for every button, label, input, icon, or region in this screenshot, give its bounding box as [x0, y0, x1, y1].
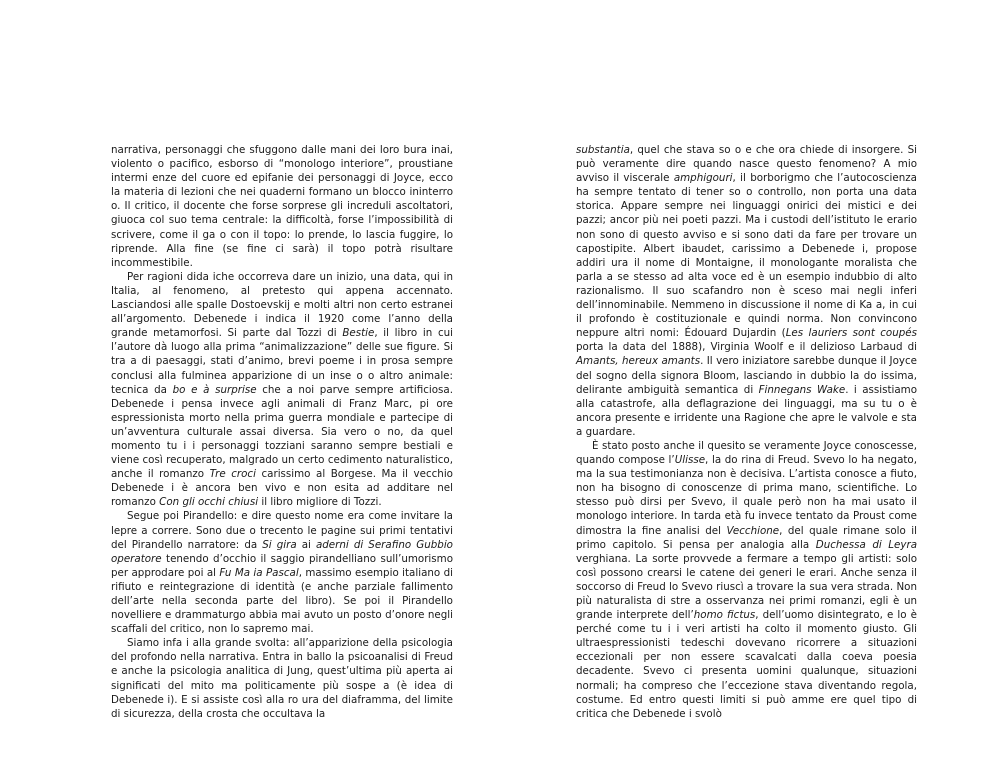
right-text-column — [576, 143, 917, 721]
text-run: , del quale rimane solo il primo capitolo. Si pensa per analogia alla — [576, 524, 917, 551]
text-run: , la do rina di Freud. Svevo lo ha negato, ma la sua testimonianza non è decisiva. L’artista conosce a fiuto, non ha bisogno di conoscenze di prima mano, scientifiche. Lo stesso può dirsi per Svevo, il quale però non ha mai usato il monologo interiore. In tarda età fu invece tentato da Proust come dimostra la fine analisi del — [576, 454, 917, 537]
text-run: , il libro in cui l’autore dà luogo alla prima “animalizzazione” delle sue figure. Si tra a di paesaggi, stati d’animo, brevi poeme i in prosa sempre conclusi alla fulminea apparizione di un inse o o altro animale: tecnica da — [111, 327, 453, 396]
text-run: tenendo d’occhio il saggio pirandelliano sull’umorismo per approdare poi al — [111, 552, 453, 579]
italic-text: Vecchione — [726, 524, 780, 537]
text-run: il libro migliore di Tozzi. — [258, 496, 382, 509]
text-run: , massimo esempio italiano di rifiuto e reintegrazione di identità (e anche parziale fallimento dell’arte nella seconda parte del libro). Se poi il Pirandello novelliere e drammaturgo abbia mai avuto un posto d’onore negli scaffali del critico, non lo sapremo mai. — [111, 566, 453, 636]
text-run: che a noi parve sempre artificiosa. Debenede i pensa invece agli animali di Franz Marc, pi ore espressionista morto nella prima guerra mondiale e partecipe di un’avventura culturale assai diversa. Sia vero o no, da quel momento tu i i personaggi tozziani saranno sempre bestiali e viene così recuperato, malgrado un certo cedimento naturalistico, anche il romanzo — [111, 383, 453, 481]
left-text-column — [111, 143, 453, 721]
italic-text: Con gli occhi chiusi — [159, 496, 259, 509]
text-run: , quel che stava so o e che ora chiede di insorgere. Si può veramente dire quando nasce questo fenomeno? A mio avviso il viscerale — [576, 144, 917, 185]
paragraph — [576, 439, 917, 721]
italic-text: Ulisse — [674, 454, 706, 467]
italic-text: Fu Ma ia Pascal — [219, 566, 299, 579]
paragraph — [111, 270, 453, 510]
italic-text: Duchessa di Leyra — [815, 538, 918, 551]
text-run: . i assistiamo alla catastrofe, alla deflagrazione dei linguaggi, ma su tu o è ancora presente e irridente una Ragione che apre le valvole e sta a guardare. — [576, 383, 918, 438]
italic-text: Les lauriers sont coupés — [785, 327, 917, 340]
text-run: ai — [296, 538, 316, 551]
italic-text: Bestie — [342, 327, 375, 340]
text-run: È stato posto anche il quesito se veramente Joyce conoscesse, quando compose l’ — [576, 439, 917, 467]
paragraph — [576, 143, 917, 439]
text-run: verghiana. La sorte provvede a fermare a tempo gli artisti: solo così possono crearsi le catene dei generi le erari. Anche senza il soccorso di Freud lo Svevo riuscì a trovare la sua vera strada. Non più naturalista di stre a osservanza nei primi romanzi, egli è un grande interprete dell’ — [576, 552, 917, 622]
italic-text: substantia — [576, 144, 630, 156]
italic-text: Si gira — [262, 538, 297, 551]
right-page — [500, 0, 1000, 773]
italic-text: amphigouri — [673, 172, 733, 185]
text-run: porta la data del 1888), Virginia Woolf e il delizioso Larbaud di — [576, 341, 917, 354]
text-run: Segue poi Pirandello: e dire questo nome era come invitare la lepre a correre. Sono due o trecento le pagine sui primi tentativi del Pirandello narratore: da — [111, 510, 453, 551]
text-run: Per ragioni dida iche occorreva dare un inizio, una data, qui in Italia, al fenomeno, al pretesto qui appena accennato. Lasciandosi alle spalle Dostoevskij e molti altri non certo estranei all’argomento. Debenede i indica il 1920 come l’anno della grande metamorfosi. Si parte dal Tozzi di — [111, 270, 453, 340]
italic-text: bo e à surprise — [172, 383, 257, 396]
text-run: carissimo al Borgese. Ma il vecchio Debenede i è ancora ben vivo e non esita ad additare nel romanzo — [111, 468, 453, 509]
text-run: narrativa, personaggi che sfuggono dalle mani dei loro bura inai, violento o pacifico, esborso di “monologo interiore”, proustiane intermi enze del cuore ed epifanie dei personaggi di Joyce, ecco la materia di lezioni che nei quaderni formano un blocco ininterro o. Il critico, il docente che forse sorprese gli increduli ascoltatori, giuoca col suo tema centrale: la difficoltà, forse l’impossibilità di scrivere, come il ga o con il topo: lo prende, lo lascia fuggire, lo riprende. Alla fine (se fine ci sarà) il topo potrà risultare incommestibile. — [111, 144, 453, 269]
italic-text: homo fictus — [693, 609, 756, 622]
paragraph — [111, 636, 453, 721]
text-run: , dell’uomo disintegrato, e lo è perché come tu i i veri artisti ha colto il momento giusto. Gli ultraespressionisti tedeschi dovevano ricorrere a situazioni eccezionali per non essere scavalcati dalla coeva poesia decadente. Svevo ci presenta uomini qualunque, situazioni normali; ha compreso che l’eccezione stava diventando regola, costume. Ed entro questi limiti si può amme ere quel tipo di critica che Debenede i svolò — [576, 609, 918, 720]
paragraph — [111, 143, 453, 270]
italic-text: aderni di Serafino Gubbio operatore — [111, 538, 453, 565]
text-run: Siamo infa i alla grande svolta: all’apparizione della psicologia del profondo nella narrativa. Entra in ballo la psicoanalisi di Freud e anche la psicologia analitica di Jung, quest’ultima più aperta ai significati del mito ma politicamente più sospe a (è idea di Debenede i). E si assiste così alla ro ura del diaframma, del limite di sicurezza, della crosta che occultava la — [111, 637, 453, 720]
italic-text: Finnegans Wake — [758, 383, 846, 396]
text-run: , il borborigmo che l’autocoscienza ha sempre tentato di tener so o controllo, non porta una data storica. Appare sempre nei linguaggi onirici dei mistici e dei pazzi; ancor più nei poeti pazzi. Ma i custodi dell’istituto le erario non sono di questo avviso e si sono dati da fare per trovare un capostipite. Albert ibaudet, carissimo a Debenede i, propose addiri ura il nome di Montaigne, il monologante moralista che parla a se stesso ad alta voce ed è un esempio indubbio di alto razionalismo. Il suo scafandro non è sceso mai negli inferi dell’innominabile. Nemmeno in discussione il nome di Ka a, in cui il profondo è costituzionale e quindi norma. Non convincono neppure altri nomi: Édouard Dujardin ( — [576, 172, 917, 340]
text-run: . Il vero iniziatore sarebbe dunque il Joyce del sogno della signora Bloom, lasciando in dubbio la do issima, delirante ambiguità semantica di — [576, 355, 917, 396]
paragraph — [111, 509, 453, 636]
italic-text: Tre croci — [209, 468, 256, 481]
italic-text: Amants, hereux amants — [576, 355, 701, 368]
